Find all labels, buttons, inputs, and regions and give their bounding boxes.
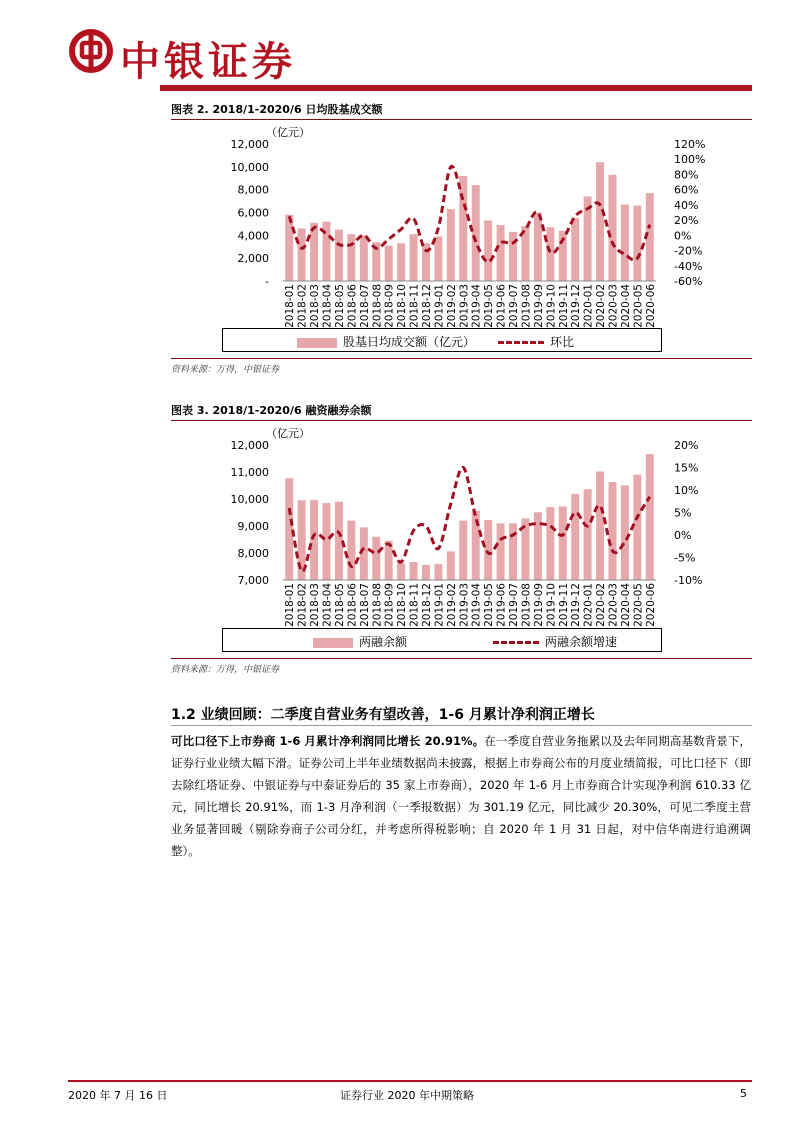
bar: [347, 234, 355, 281]
chart2-plot: [171, 120, 752, 352]
header-divider: [160, 85, 752, 91]
x-tick-label: 2019-03: [458, 284, 471, 328]
x-tick-label: 2019-04: [470, 583, 483, 627]
section-rule: [171, 725, 752, 726]
x-tick-label: 2018-09: [383, 284, 396, 328]
bar: [285, 478, 293, 580]
bar: [596, 162, 604, 281]
bar: [335, 230, 343, 281]
x-tick-label: 2018-07: [358, 284, 371, 328]
x-tick-label: 2018-10: [396, 284, 409, 328]
x-tick-label: 2018-08: [371, 583, 384, 627]
bar: [497, 225, 505, 281]
y-tick-left: 12,000: [230, 439, 269, 452]
bar: [410, 562, 418, 580]
bar: [609, 482, 617, 580]
x-tick-label: 2020-06: [644, 583, 657, 627]
bar: [571, 494, 579, 580]
bar: [360, 235, 368, 281]
bar: [497, 523, 505, 580]
y-tick-right: 5%: [674, 506, 692, 520]
x-tick-label: 2020-02: [595, 583, 608, 627]
y-tick-left: 6,000: [237, 206, 269, 220]
legend-line-swatch: [493, 641, 539, 644]
x-tick-label: 2020-01: [582, 583, 595, 627]
y-tick-right: -40%: [674, 259, 703, 273]
bar: [559, 507, 567, 580]
body-paragraph: [171, 730, 751, 862]
x-tick-label: 2018-12: [420, 583, 433, 627]
x-tick-label: 2018-05: [333, 583, 346, 627]
chart2-legend-line: 环比: [550, 335, 575, 349]
x-tick-label: 2018-02: [296, 583, 309, 627]
y-tick-left: 11,000: [230, 466, 269, 479]
legend-bar-swatch: [313, 638, 353, 648]
bar: [310, 223, 318, 281]
y-tick-right: 20%: [674, 214, 699, 228]
bar: [447, 209, 455, 281]
bar: [447, 551, 455, 580]
x-tick-label: 2019-11: [557, 583, 570, 627]
x-tick-label: 2019-10: [545, 284, 558, 328]
bar: [397, 243, 405, 281]
x-tick-label: 2018-10: [396, 583, 409, 627]
chart2-source-rule: [171, 358, 752, 359]
bar: [310, 500, 318, 580]
y-tick-right: 80%: [674, 168, 699, 182]
bar: [285, 215, 293, 281]
y-tick-left: 10,000: [230, 160, 269, 174]
chart3-source-rule: [171, 658, 752, 659]
x-tick-label: 2020-01: [582, 284, 595, 328]
x-tick-label: 2019-05: [483, 583, 496, 627]
bar: [372, 537, 380, 580]
x-tick-label: 2018-06: [346, 583, 359, 627]
bar: [459, 176, 467, 281]
x-tick-label: 2019-12: [570, 284, 583, 328]
y-tick-right: 0%: [674, 229, 692, 243]
chart2-legend-bar: 股基日均成交额（亿元）: [343, 335, 476, 349]
x-tick-label: 2018-03: [309, 284, 322, 328]
bar: [546, 227, 554, 281]
y-tick-left: 8,000: [237, 547, 269, 560]
x-tick-label: 2020-04: [619, 583, 632, 627]
chart3-plot: [171, 421, 752, 651]
bar: [484, 220, 492, 281]
y-tick-right: 0%: [674, 529, 692, 542]
bar: [410, 234, 418, 281]
bar: [609, 175, 617, 281]
bar: [596, 471, 604, 580]
boc-logo-icon: [68, 28, 114, 74]
y-tick-right: -60%: [674, 275, 703, 288]
x-tick-label: 2018-01: [284, 583, 297, 627]
bar: [298, 228, 306, 281]
growth-line: [289, 166, 650, 262]
x-tick-label: 2019-11: [557, 284, 570, 328]
x-tick-label: 2019-02: [445, 583, 458, 627]
chart3-legend: [222, 628, 662, 652]
footer-doc-title: 证券行业 2020 年中期策略: [340, 1089, 474, 1102]
bar: [397, 563, 405, 580]
bar: [621, 486, 629, 581]
bar: [633, 206, 641, 281]
x-tick-label: 2018-12: [420, 284, 433, 328]
legend-bar-swatch: [297, 338, 337, 348]
bar: [472, 185, 480, 281]
x-tick-label: 2018-11: [408, 583, 421, 627]
bar: [422, 565, 430, 580]
bar: [347, 521, 355, 580]
page-number: 5: [740, 1087, 747, 1100]
legend-line-swatch: [498, 341, 544, 344]
x-tick-label: 2018-04: [321, 583, 334, 627]
x-tick-label: 2018-03: [309, 583, 322, 627]
y-tick-left: 10,000: [230, 493, 269, 506]
growth-line: [289, 467, 650, 571]
x-tick-label: 2019-03: [458, 583, 471, 627]
chart-unit-label: （亿元）: [266, 126, 310, 139]
x-tick-label: 2019-07: [508, 284, 521, 328]
y-tick-right: 40%: [674, 198, 699, 212]
chart3-legend-line: 两融余额增速: [545, 635, 618, 649]
y-tick-right: -10%: [674, 574, 703, 587]
x-tick-label: 2018-06: [346, 284, 359, 328]
chart-unit-label: （亿元）: [266, 427, 310, 440]
x-tick-label: 2020-03: [607, 583, 620, 627]
y-tick-right: 100%: [674, 153, 706, 167]
bar: [323, 503, 331, 580]
y-tick-left: 7,000: [237, 574, 269, 587]
bar: [385, 246, 393, 281]
bar: [534, 213, 542, 282]
x-tick-label: 2020-05: [632, 583, 645, 627]
y-tick-left: 8,000: [237, 183, 269, 197]
x-tick-label: 2018-01: [284, 284, 297, 328]
x-tick-label: 2019-12: [570, 583, 583, 627]
bar: [633, 475, 641, 580]
x-tick-label: 2019-07: [508, 583, 521, 627]
y-tick-right: 15%: [674, 461, 699, 475]
bar: [434, 236, 442, 281]
x-tick-label: 2020-06: [644, 284, 657, 328]
y-tick-right: 20%: [674, 439, 699, 452]
x-tick-label: 2019-01: [433, 284, 446, 328]
chart2-source: 资料来源：万得，中银证券: [171, 365, 280, 375]
x-tick-label: 2018-11: [408, 284, 421, 328]
x-tick-label: 2020-03: [607, 284, 620, 328]
x-tick-label: 2019-08: [520, 284, 533, 328]
x-tick-label: 2019-06: [495, 583, 508, 627]
footer-date: 2020 年 7 月 16 日: [68, 1089, 168, 1102]
chart2-legend: [222, 328, 662, 352]
x-tick-label: 2020-02: [595, 284, 608, 328]
y-tick-right: 120%: [674, 138, 706, 151]
section-heading: 1.2 业绩回顾：二季度自营业务有望改善，1-6 月累计净利润正增长: [171, 707, 595, 723]
bar: [584, 489, 592, 580]
x-tick-label: 2019-06: [495, 284, 508, 328]
brand-logo-text: 中银证券: [120, 38, 296, 85]
chart2-title: 图表 2. 2018/1-2020/6 日均股基成交额: [171, 103, 383, 116]
y-tick-left: 2,000: [237, 252, 269, 266]
y-tick-left: -: [265, 275, 269, 288]
bar: [459, 521, 467, 580]
y-tick-left: 9,000: [237, 520, 269, 533]
y-tick-left: 12,000: [230, 138, 269, 151]
bar: [646, 454, 654, 580]
chart3-source: 资料来源：万得，中银证券: [171, 665, 280, 675]
y-tick-left: 4,000: [237, 229, 269, 243]
bar: [621, 205, 629, 281]
x-tick-label: 2018-05: [333, 284, 346, 328]
x-tick-label: 2019-08: [520, 583, 533, 627]
x-tick-label: 2019-04: [470, 284, 483, 328]
x-tick-label: 2018-08: [371, 284, 384, 328]
x-tick-label: 2019-10: [545, 583, 558, 627]
bar: [546, 507, 554, 580]
y-tick-right: -20%: [674, 244, 703, 258]
paragraph-text: 在一季度自营业务拖累以及去年同期高基数背景下，证券行业业绩大幅下滑。证券公司上半年业绩数据尚未披露，根据上市券商公布的月度业绩简报，可比口径下（即去除红塔证券、中银证券与中泰证券后的 35 家上市券商），2020 年 1-6 月上市券商合计实现净利润 610.33 亿元，同比增长 20.91%，而 1-3 月净利润（一季报数据）为 301.19 亿元，同比减少 20.30%，可见二季度主营业务显著回暖（剔除券商子公司分红，并考虑所得税影响；自 2020 年 1 月 31 日起，对中信华南进行追溯调整）。: [171, 734, 752, 858]
bar: [434, 564, 442, 580]
x-tick-label: 2020-05: [632, 283, 645, 328]
x-tick-label: 2018-07: [358, 583, 371, 627]
x-tick-label: 2019-09: [532, 284, 545, 328]
y-tick-right: 60%: [674, 183, 699, 197]
paragraph-lead: 可比口径下上市券商 1-6 月累计净利润同比增长 20.91%。: [171, 734, 485, 748]
x-tick-label: 2018-02: [296, 284, 309, 328]
x-tick-label: 2019-09: [532, 583, 545, 627]
x-tick-label: 2020-04: [619, 284, 632, 328]
y-tick-right: 10%: [674, 484, 699, 497]
footer-divider: [68, 1080, 752, 1082]
x-tick-label: 2019-01: [433, 583, 446, 627]
x-tick-label: 2019-05: [483, 284, 496, 328]
bar: [484, 520, 492, 580]
chart3-title: 图表 3. 2018/1-2020/6 融资融券余额: [171, 404, 372, 417]
x-tick-label: 2019-02: [445, 284, 458, 328]
x-tick-label: 2018-09: [383, 583, 396, 627]
y-tick-right: -5%: [674, 551, 696, 565]
chart3-legend-bar: 两融余额: [359, 635, 408, 649]
x-tick-label: 2018-04: [321, 284, 334, 328]
bar: [571, 218, 579, 281]
